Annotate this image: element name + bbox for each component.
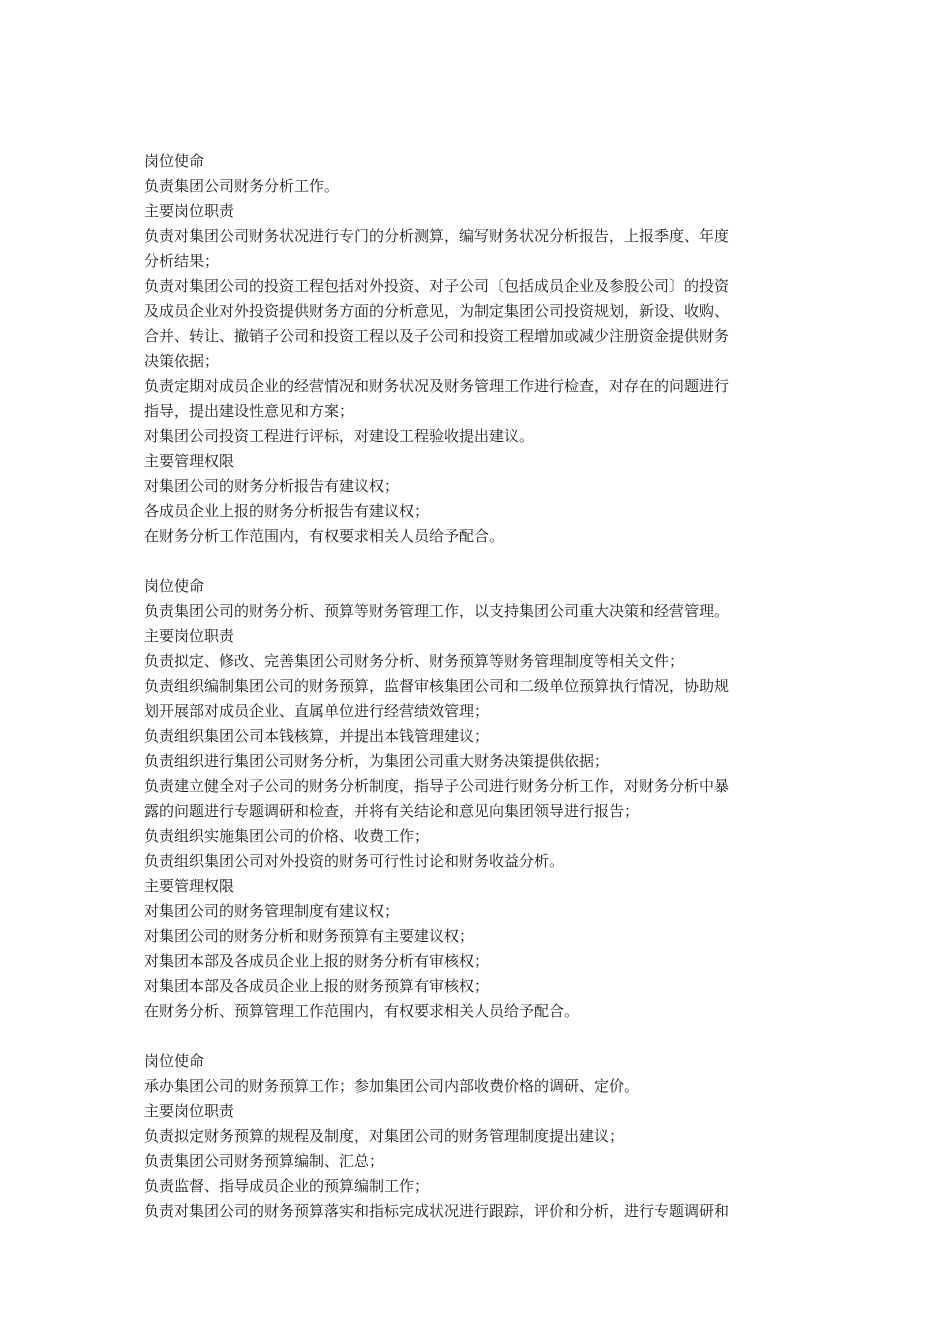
- duty-item: [144, 274, 814, 374]
- duty-item: [144, 724, 814, 749]
- authority-heading: 主要管理权限: [144, 452, 235, 470]
- duties-heading: 主要岗位职责: [144, 1102, 235, 1120]
- duties-heading: 主要岗位职责: [144, 202, 235, 220]
- duty-item: [144, 849, 814, 874]
- duty-item: [144, 824, 814, 849]
- mission-text: 负责集团公司的财务分析、预算等财务管理工作，以支持集团公司重大决策和经营管理。: [144, 602, 730, 620]
- section-gap: [144, 1024, 814, 1049]
- duty-item: [144, 1149, 814, 1174]
- duty-line: 指导，提出建设性意见和方案；: [144, 402, 355, 420]
- duty-line: 负责组织实施集团公司的价格、收费工作；: [144, 827, 430, 845]
- duty-line: 及成员企业对外投资提供财务方面的分析意见，为制定集团公司投资规划，新设、收购、: [144, 302, 730, 320]
- duty-line: 负责对集团公司财务状况进行专门的分析测算，编写财务状况分析报告，上报季度、年度: [144, 227, 730, 245]
- section-gap: [144, 549, 814, 574]
- duty-line: 负责建立健全对子公司的财务分析制度，指导子公司进行财务分析工作，对财务分析中暴: [144, 777, 730, 795]
- duty-line: 决策依据；: [144, 352, 220, 370]
- authority-item: 对集团公司的财务分析和财务预算有主要建议权；: [144, 927, 475, 945]
- duty-item: [144, 1174, 814, 1199]
- duty-line: 负责集团公司财务预算编制、汇总；: [144, 1152, 385, 1170]
- duty-line: 负责定期对成员企业的经营情况和财务状况及财务管理工作进行检查，对存在的问题进行: [144, 377, 730, 395]
- authority-heading: 主要管理权限: [144, 877, 235, 895]
- duty-line: 负责监督、指导成员企业的预算编制工作；: [144, 1177, 430, 1195]
- job-section: [144, 149, 814, 549]
- duty-line: 负责拟定、修改、完善集团公司财务分析、财务预算等财务管理制度等相关文件；: [144, 652, 685, 670]
- duty-line: 划开展部对成员企业、直属单位进行经营绩效管理；: [144, 702, 490, 720]
- authority-item: 在财务分析工作范围内，有权要求相关人员给予配合。: [144, 527, 505, 545]
- duty-line: 负责拟定财务预算的规程及制度，对集团公司的财务管理制度提出建议；: [144, 1127, 625, 1145]
- duty-line: 负责组织集团公司对外投资的财务可行性讨论和财务收益分析。: [144, 852, 565, 870]
- duty-line: 对集团公司投资工程进行评标，对建设工程验收提出建议。: [144, 427, 535, 445]
- document-page: [144, 149, 814, 1224]
- duty-item: [144, 674, 814, 724]
- authority-item: 在财务分析、预算管理工作范围内，有权要求相关人员给予配合。: [144, 1002, 580, 1020]
- duty-item: [144, 774, 814, 824]
- duty-item: [144, 424, 814, 449]
- authority-item: 对集团公司的财务管理制度有建议权；: [144, 902, 400, 920]
- duty-line: 负责对集团公司的财务预算落实和指标完成状况进行跟踪，评价和分析，进行专题调研和: [144, 1202, 730, 1220]
- authority-item: 对集团本部及各成员企业上报的财务分析有审核权；: [144, 952, 490, 970]
- duty-item: [144, 1124, 814, 1149]
- mission-text: 负责集团公司财务分析工作。: [144, 177, 340, 195]
- authority-item: 各成员企业上报的财务分析报告有建议权；: [144, 502, 430, 520]
- duty-item: [144, 649, 814, 674]
- duty-line: 露的问题进行专题调研和检查，并将有关结论和意见向集团领导进行报告；: [144, 802, 640, 820]
- authority-item: 对集团公司的财务分析报告有建议权；: [144, 477, 400, 495]
- duty-line: 负责组织进行集团公司财务分析，为集团公司重大财务决策提供依据；: [144, 752, 610, 770]
- duty-item: [144, 749, 814, 774]
- mission-heading: 岗位使命: [144, 152, 205, 170]
- duty-line: 负责组织编制集团公司的财务预算，监督审核集团公司和二级单位预算执行情况，协助规: [144, 677, 730, 695]
- duty-item: [144, 224, 814, 274]
- duty-item: [144, 374, 814, 424]
- duty-line: 分析结果；: [144, 252, 220, 270]
- duties-heading: 主要岗位职责: [144, 627, 235, 645]
- job-section: [144, 574, 814, 1024]
- mission-heading: 岗位使命: [144, 577, 205, 595]
- mission-text: 承办集团公司的财务预算工作；参加集团公司内部收费价格的调研、定价。: [144, 1077, 640, 1095]
- authority-item: 对集团本部及各成员企业上报的财务预算有审核权；: [144, 977, 490, 995]
- duty-line: 合并、转让、撤销子公司和投资工程以及子公司和投资工程增加或减少注册资金提供财务: [144, 327, 730, 345]
- duty-item: [144, 1199, 814, 1224]
- duty-line: 负责对集团公司的投资工程包括对外投资、对子公司〔包括成员企业及参股公司〕的投资: [144, 277, 730, 295]
- duty-line: 负责组织集团公司本钱核算，并提出本钱管理建议；: [144, 727, 490, 745]
- job-section: [144, 1049, 814, 1224]
- mission-heading: 岗位使命: [144, 1052, 205, 1070]
